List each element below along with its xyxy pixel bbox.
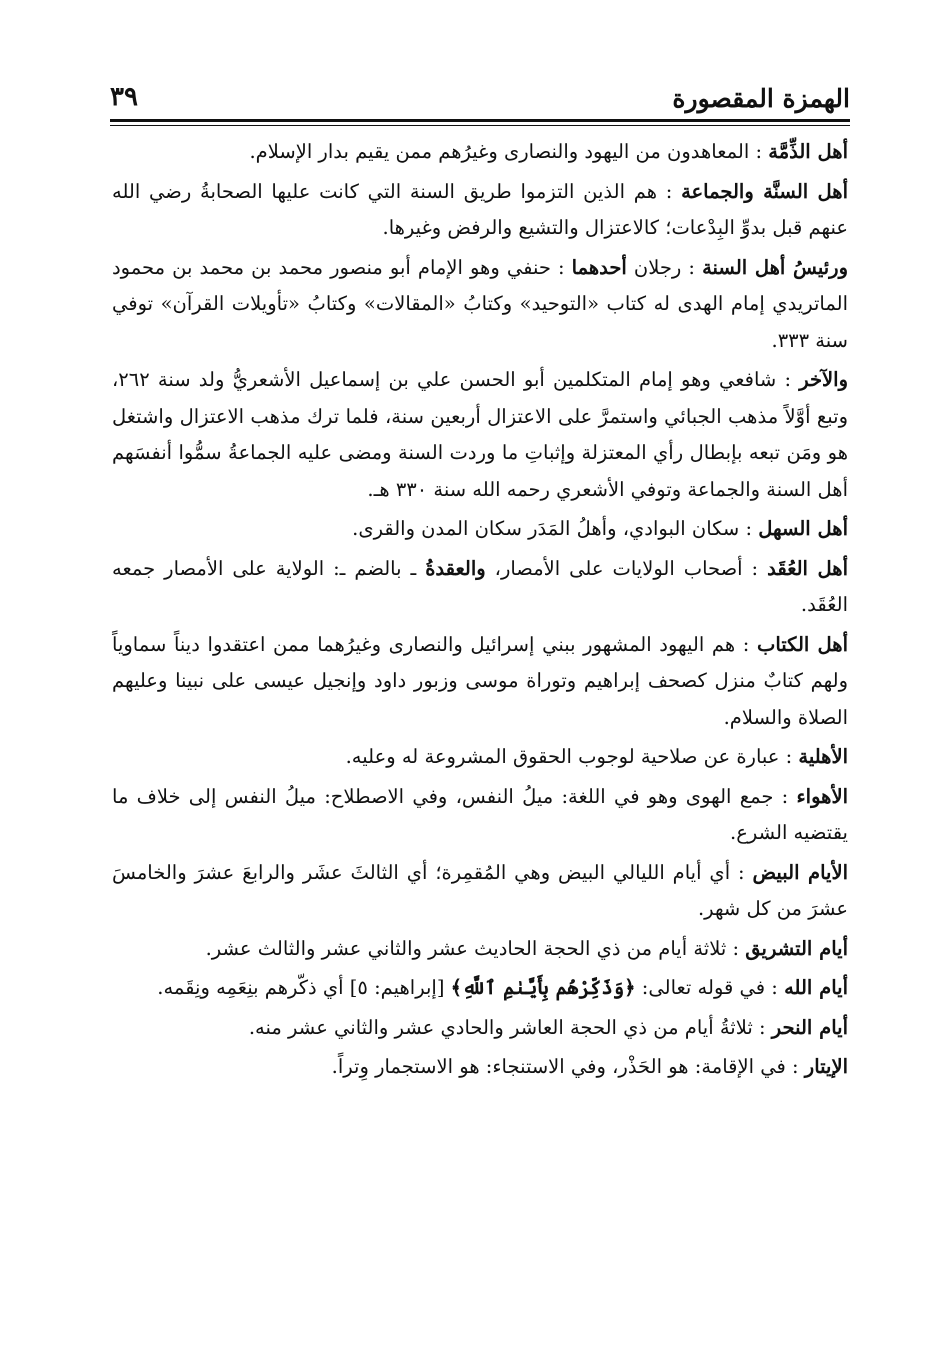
- entry-term: أيام الله: [784, 976, 848, 999]
- entry-term: أهل السنَّة والجماعة: [681, 179, 848, 203]
- glossary-entry: [112, 134, 848, 171]
- entry-definition: : حنفي وهو الإمام أبو منصور محمد بن محمد بن محمود الماتريدي إمام الهدى له كتاب «التوحيد» وكتابُ «المقالات» وكتابُ «تأويلات القرآن» توفي سنة ٣٣٣.: [112, 255, 848, 352]
- glossary-entry: [112, 362, 848, 508]
- entry-term: أهل السهل: [758, 517, 848, 540]
- entry-term: أيام النحر: [771, 1015, 848, 1039]
- entry-definition: : أي أيام الليالي البيض وهي المُقمِرة؛ أي الثالثَ عشَر والرابعَ عشرَ والخامسَ عشرَ من كل شهر.: [112, 860, 848, 920]
- entry-definition: : سكان البوادي، وأهلُ المَدَر سكان المدن والقرى.: [352, 517, 759, 540]
- glossary-entry: [112, 739, 848, 776]
- entry-definition: : ثلاثة أيام من ذي الحجة الحاديث عشر والثاني عشر والثالث عشر.: [205, 936, 746, 960]
- entry-definition: : هم اليهود المشهور ببني إسرائيل والنصارى وغيرُهما ممن اعتقدوا ديناً سماوياً ولهم كتابٌ منزل كصحف إبراهيم وتوراة موسى وزبور داود وإنجيل عيسى على نبينا وعليهم الصلاة والسلام.: [112, 632, 848, 729]
- page-header: [110, 78, 850, 118]
- glossary-entry: [112, 250, 848, 360]
- entry-term: أهل الكتاب: [757, 632, 848, 656]
- glossary-entry: [112, 551, 848, 624]
- glossary-body: [112, 134, 848, 1089]
- page-number: ٣٩: [110, 82, 138, 112]
- running-title: الهمزة المقصورة: [672, 84, 850, 113]
- entry-term: الأهلية: [798, 745, 848, 768]
- entry-definition: ـ بالضم ـ: الولاية على الأمصار جمعه العُقَد.: [112, 556, 848, 616]
- entry-definition: : رجلان: [626, 255, 703, 279]
- entry-definition: [إبراهيم: ٥] أي ذكّرهم بنِعَمِه ونِقَمه.: [157, 976, 451, 999]
- glossary-entry: [112, 174, 848, 247]
- entry-term: أيام التشريق: [745, 936, 848, 960]
- entry-definition: : هم الذين التزموا طريق السنة التي كانت عليها الصحابةُ رضي الله عنهم قبل بدوِّ البِدْعات؛ كالاعتزال والتشيع والرفض وغيرها.: [112, 179, 848, 239]
- header-rule-thick: [110, 119, 850, 122]
- glossary-entry: [112, 1049, 848, 1086]
- quran-verse: ﴿وَذَكِّرْهُم بِأَيَّىٰمِ ٱللَّهِ﴾: [450, 976, 636, 999]
- header-rule-thin: [110, 125, 850, 126]
- entry-term: أهل العُقَد: [767, 556, 849, 580]
- entry-term: الأيام البيض: [752, 860, 848, 884]
- entry-inline-term: أحدهما: [571, 255, 627, 279]
- entry-term: الأهواء: [796, 784, 848, 808]
- entry-term: والآخر: [799, 368, 849, 391]
- entry-inline-term: والعقدةُ: [425, 556, 486, 580]
- glossary-entry: [112, 779, 848, 852]
- entry-definition: : جمع الهوى وهو في اللغة: ميلُ النفس، وفي الاصطلاح: ميلُ النفس إلى خلاف ما يقتضيه الشرع.: [112, 784, 848, 844]
- glossary-entry: [112, 627, 848, 737]
- entry-term: أهل الذِّمَّة: [768, 140, 848, 163]
- glossary-entry: [112, 970, 848, 1007]
- entry-definition: : في الإقامة: هو الحَذْر، وفي الاستنجاء: هو الاستجمار وِتراً.: [331, 1055, 805, 1078]
- glossary-entry: [112, 511, 848, 548]
- glossary-entry: [112, 931, 848, 968]
- entry-term: ورئيسُ أهل السنة: [702, 255, 849, 279]
- entry-definition: : المعاهدون من اليهود والنصارى وغيرُهم ممن يقيم بدار الإسلام.: [249, 140, 769, 163]
- entry-definition: : عبارة عن صلاحية لوجوب الحقوق المشروعة له وعليه.: [345, 745, 799, 768]
- entry-definition: : ثلاثةُ أيام من ذي الحجة العاشر والحادي عشر والثاني عشر منه.: [248, 1015, 772, 1039]
- glossary-entry: [112, 1010, 848, 1047]
- entry-definition: : في قوله تعالى:: [635, 976, 785, 999]
- glossary-entry: [112, 855, 848, 928]
- entry-term: الإيتار: [804, 1055, 848, 1078]
- entry-definition: : أصحاب الولايات على الأمصار،: [485, 556, 768, 580]
- entry-definition: : شافعي وهو إمام المتكلمين أبو الحسن علي بن إسماعيل الأشعريُّ ولد سنة ٢٦٢، وتبع أوَّلاً مذهب الجبائي واستمرَّ على الاعتزال أربعين سنة، فلما ترك مذهب الاعتزال واشتغل هو ومَن تبعه بإبطال رأي المعتزلة وإثباتِ ما وردت السنة ومضى عليه الجماعةُ سمُّوا أنفسَهم أهل السنة والجماعة وتوفي الأشعري رحمه الله سنة ٣٣٠ هـ.: [112, 368, 848, 501]
